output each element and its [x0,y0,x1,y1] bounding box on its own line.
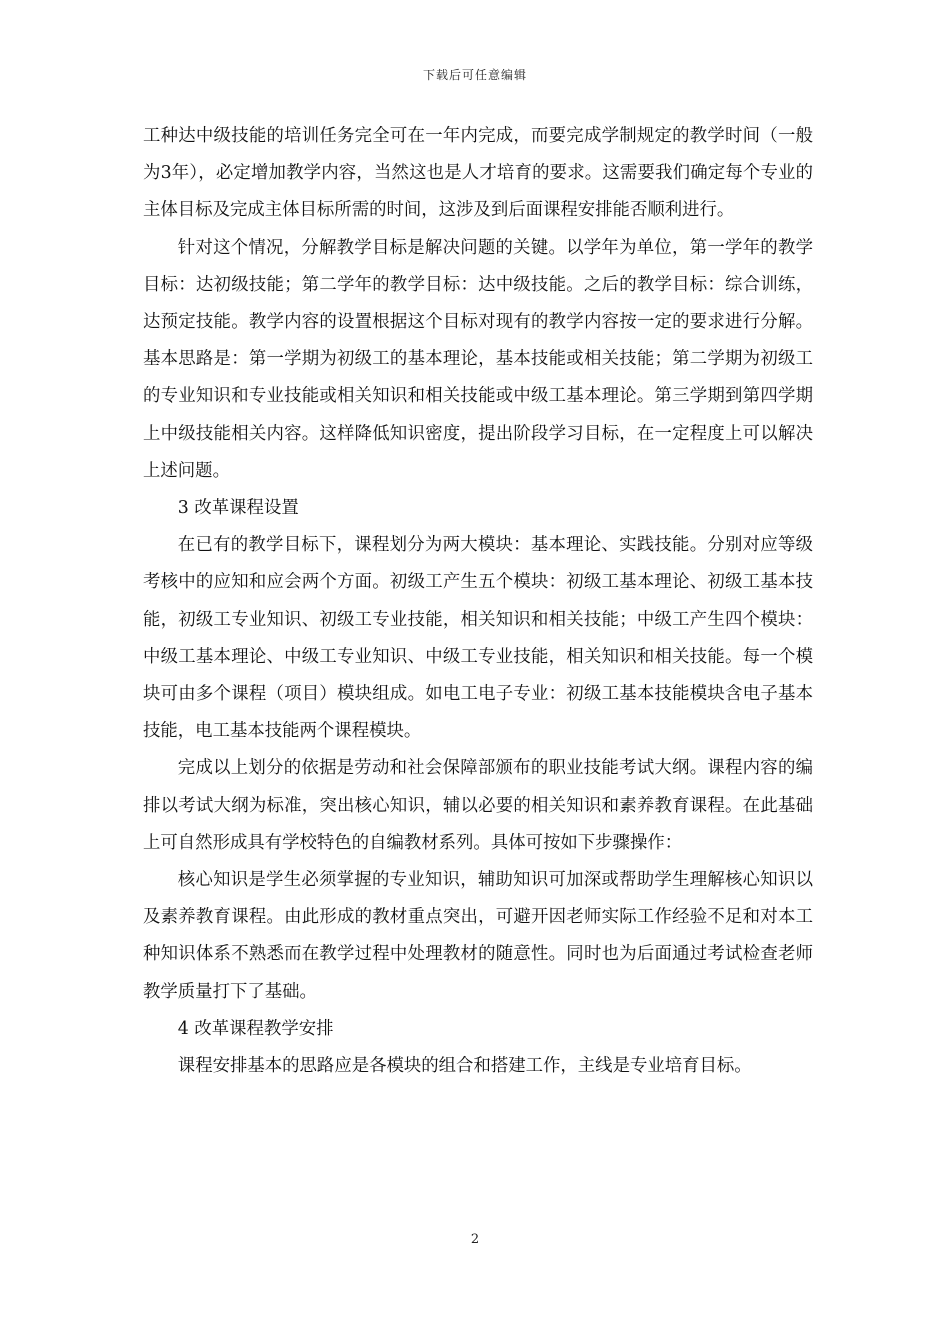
section-heading-4: 4 改革课程教学安排 [177,1018,334,1039]
paragraph-4: 完成以上划分的依据是劳动和社会保障部颁布的职业技能考试大纲。课程内容的编排以考试大纲为标准，突出核心知识，辅以必要的相关知识和素养教育课程。在此基础上可自然形成具有学校特色的自编教材系列。具体可按如下步骤操作： [143,758,813,853]
page-header: 下载后可任意编辑 [422,68,527,82]
paragraph-1: 工种达中级技能的培训任务完全可在一年内完成，而要完成学制规定的教学时间（一般为3年），必定增加教学内容，当然这也是人才培育的要求。这需要我们确定每个专业的主体目标及完成主体目标所需的时间，这涉及到后面课程安排能否顺利进行。 [143,126,813,221]
page-number: 2 [470,1232,480,1247]
document-body [143,118,813,1085]
paragraph-3: 在已有的教学目标下，课程划分为两大模块：基本理论、实践技能。分别对应等级考核中的应知和应会两个方面。初级工产生五个模块：初级工基本理论、初级工基本技能，初级工专业知识、初级工专业技能，相关知识和相关技能；中级工产生四个模块：中级工基本理论、中级工专业知识、中级工专业技能，相关知识和相关技能。每一个模块可由多个课程（项目）模块组成。如电工电子专业：初级工基本技能模块含电子基本技能，电工基本技能两个课程模块。 [143,535,813,742]
paragraph-5: 核心知识是学生必须掌握的专业知识，辅助知识可加深或帮助学生理解核心知识以及素养教育课程。由此形成的教材重点突出，可避开因老师实际工作经验不足和对本工种知识体系不熟悉而在教学过程中处理教材的随意性。同时也为后面通过考试检查老师教学质量打下了基础。 [143,870,813,1002]
paragraph-2: 针对这个情况，分解教学目标是解决问题的关键。以学年为单位，第一学年的教学目标：达初级技能；第二学年的教学目标：达中级技能。之后的教学目标：综合训练，达预定技能。教学内容的设置根据这个目标对现有的教学内容按一定的要求进行分解。基本思路是：第一学期为初级工的基本理论，基本技能或相关技能；第二学期为初级工的专业知识和专业技能或相关知识和相关技能或中级工基本理论。第三学期到第四学期上中级技能相关内容。这样降低知识密度，提出阶段学习目标，在一定程度上可以解决上述问题。 [143,237,813,481]
paragraph-6: 课程安排基本的思路应是各模块的组合和搭建工作，主线是专业培育目标。 [177,1056,752,1077]
section-heading-3: 3 改革课程设置 [177,498,299,519]
